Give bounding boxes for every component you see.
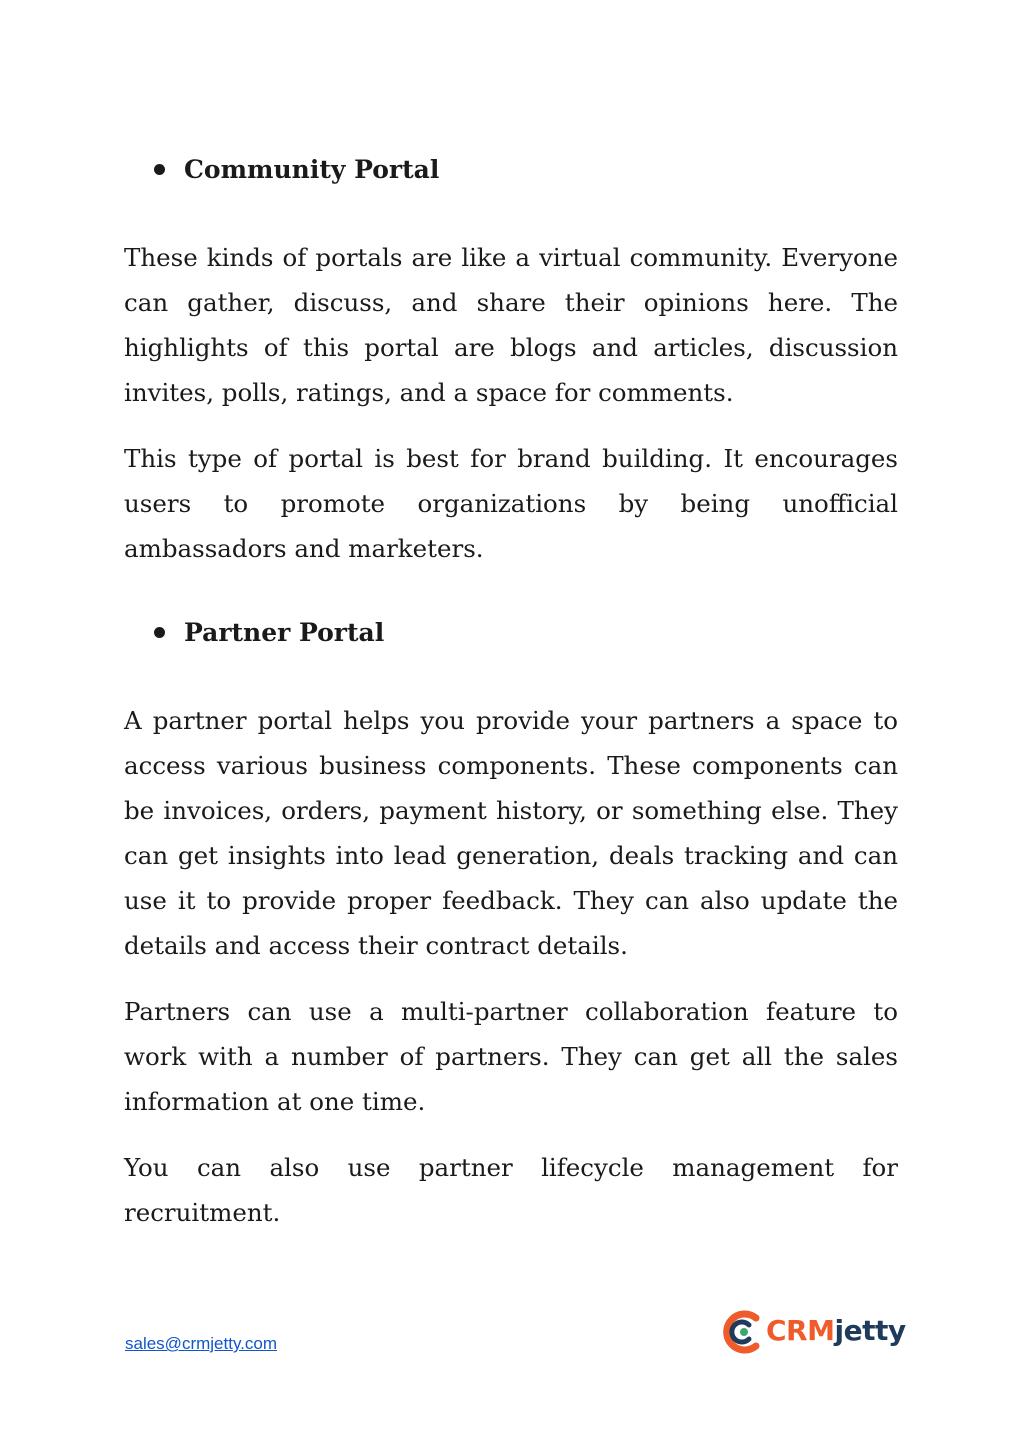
paragraph-community-2: This type of portal is best for brand building. It encourages users to promote organizations by being unofficial ambassadors and marketers. (124, 444, 898, 563)
footer-email-link[interactable]: sales@crmjetty.com (125, 1334, 278, 1353)
paragraph-partner-3: You can also use partner lifecycle management for recruitment. (124, 1153, 898, 1227)
heading-text: Community Portal (184, 155, 440, 184)
logo-text-jetty: jetty (834, 1314, 906, 1347)
paragraph-partner-2: Partners can use a multi-partner collaboration feature to work with a number of partners. They can get all the sales information at one time. (124, 997, 898, 1116)
bullet-icon (154, 164, 165, 175)
crmjetty-logo-icon (722, 1308, 762, 1356)
heading-community-portal (154, 153, 439, 187)
heading-partner-portal (154, 616, 384, 650)
crmjetty-logo (722, 1308, 906, 1356)
heading-text: Partner Portal (184, 618, 385, 647)
paragraph-community-1: These kinds of portals are like a virtual community. Everyone can gather, discuss, and share their opinions here. The highlights of this portal are blogs and articles, discussion invites, polls, ratings, and a space for comments. (124, 243, 898, 407)
logo-text-crm: CRM (766, 1314, 835, 1347)
bullet-icon (154, 627, 165, 638)
paragraph-partner-1: A partner portal helps you provide your partners a space to access various business components. These components can be invoices, orders, payment history, or something else. They can get insights into lead generation, deals tracking and can use it to provide proper feedback. They can also update the details and access their contract details. (124, 706, 898, 960)
